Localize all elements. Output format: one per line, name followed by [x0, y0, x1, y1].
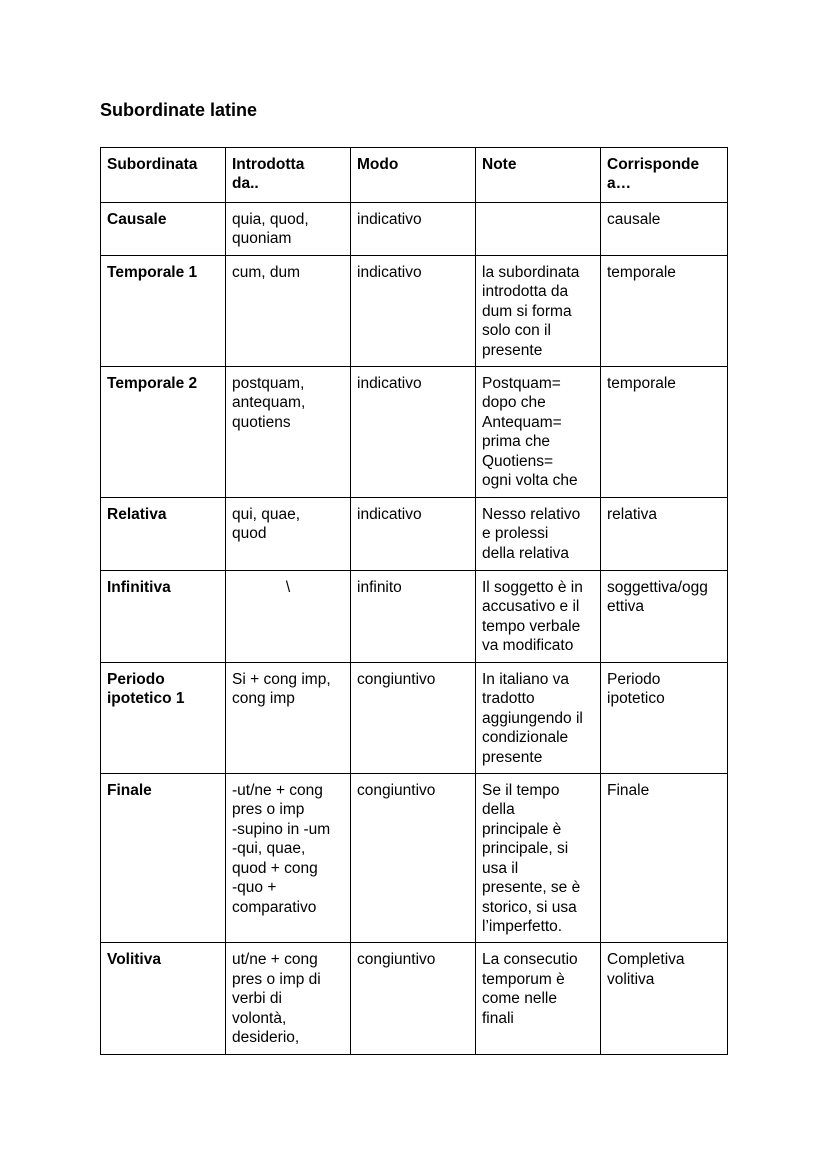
cell-introdotta: \ [226, 571, 351, 663]
cell-modo: congiuntivo [351, 943, 476, 1055]
header-modo: Modo [351, 148, 476, 203]
cell-introdotta: ut/ne + cong pres o imp di verbi di volontà, desiderio, [226, 943, 351, 1055]
cell-subordinata: Causale [101, 203, 226, 256]
table-row [101, 571, 728, 663]
page-title: Subordinate latine [100, 100, 258, 120]
table-row [101, 367, 728, 498]
cell-modo: indicativo [351, 256, 476, 367]
cell-subordinata: Temporale 2 [101, 367, 226, 498]
table-row [101, 256, 728, 367]
header-note: Note [476, 148, 601, 203]
cell-modo: congiuntivo [351, 663, 476, 774]
cell-note: la subordinata introdotta da dum si forma solo con il presente [476, 256, 601, 367]
cell-corrisponde: Completiva volitiva [601, 943, 728, 1055]
cell-subordinata: Infinitiva [101, 571, 226, 663]
cell-corrisponde: soggettiva/ogg ettiva [601, 571, 728, 663]
cell-subordinata: Periodo ipotetico 1 [101, 663, 226, 774]
cell-introdotta: postquam, antequam, quotiens [226, 367, 351, 498]
cell-note: In italiano va tradotto aggiungendo il condizionale presente [476, 663, 601, 774]
table-row [101, 943, 728, 1055]
cell-modo: infinito [351, 571, 476, 663]
cell-introdotta: -ut/ne + cong pres o imp -supino in -um -qui, quae, quod + cong -quo + comparativo [226, 774, 351, 943]
header-corrisponde: Corrisponde a… [601, 148, 728, 203]
table-row [101, 774, 728, 943]
cell-modo: indicativo [351, 367, 476, 498]
cell-corrisponde: temporale [601, 256, 728, 367]
cell-corrisponde: relativa [601, 498, 728, 571]
cell-introdotta: cum, dum [226, 256, 351, 367]
cell-note: Il soggetto è in accusativo e il tempo verbale va modificato [476, 571, 601, 663]
cell-introdotta: Si + cong imp, cong imp [226, 663, 351, 774]
cell-corrisponde: causale [601, 203, 728, 256]
cell-subordinata: Relativa [101, 498, 226, 571]
cell-subordinata: Temporale 1 [101, 256, 226, 367]
cell-note: Nesso relativo e prolessi della relativa [476, 498, 601, 571]
cell-modo: indicativo [351, 498, 476, 571]
table-row [101, 203, 728, 256]
cell-corrisponde: Finale [601, 774, 728, 943]
table-row [101, 663, 728, 774]
table-row [101, 498, 728, 571]
cell-corrisponde: temporale [601, 367, 728, 498]
table-header-row [101, 148, 728, 203]
cell-note: Se il tempo della principale è principale, si usa il presente, se è storico, si usa l’imperfetto. [476, 774, 601, 943]
cell-note [476, 203, 601, 256]
cell-subordinata: Finale [101, 774, 226, 943]
cell-introdotta: qui, quae, quod [226, 498, 351, 571]
cell-note: Postquam= dopo che Antequam= prima che Quotiens= ogni volta che [476, 367, 601, 498]
cell-modo: congiuntivo [351, 774, 476, 943]
header-introdotta: Introdotta da.. [226, 148, 351, 203]
cell-introdotta: quia, quod, quoniam [226, 203, 351, 256]
header-subordinata: Subordinata [101, 148, 226, 203]
cell-corrisponde: Periodo ipotetico [601, 663, 728, 774]
cell-note: La consecutio temporum è come nelle finali [476, 943, 601, 1055]
cell-subordinata: Volitiva [101, 943, 226, 1055]
subordinate-table [100, 147, 728, 1055]
cell-modo: indicativo [351, 203, 476, 256]
